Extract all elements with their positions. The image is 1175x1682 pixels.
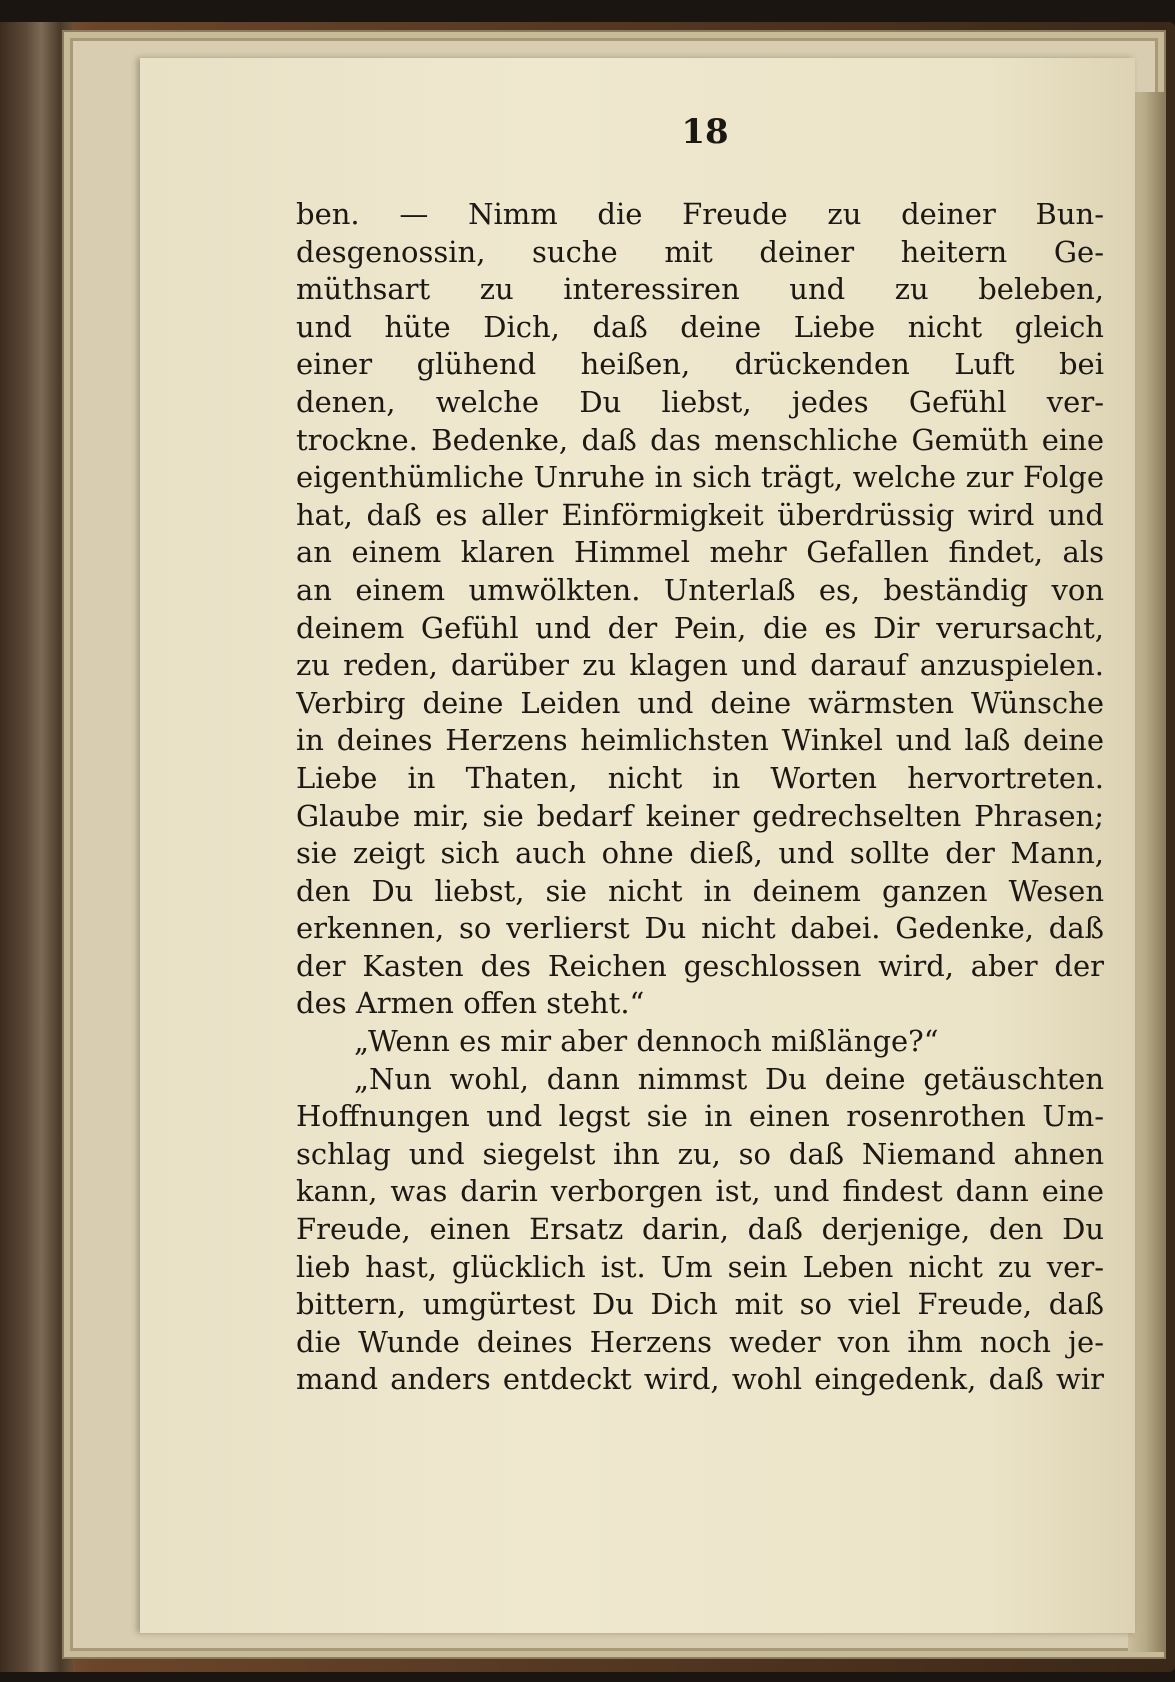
text-line: desgenossin, suche mit deiner heitern Ge-: [296, 234, 1104, 269]
text-line: in deines Herzens heimlichsten Winkel und laß deine: [296, 723, 1104, 758]
text-line: schlag und siegelst ihn zu, so daß Niemand ahnen: [296, 1136, 1104, 1171]
text-line: sie zeigt sich auch ohne dieß, und sollte der Mann,: [296, 836, 1104, 871]
page-number: 18: [681, 112, 729, 152]
text-line: trockne. Bedenke, daß das menschliche Gemüth eine: [296, 422, 1104, 457]
text-line: ben. — Nimm die Freude zu deiner Bun-: [296, 197, 1104, 231]
text-line: hat, daß es aller Einförmigkeit überdrüssig wird und: [296, 497, 1104, 532]
text-line: kann, was darin verborgen ist, und findest dann eine: [296, 1174, 1104, 1209]
text-line: „Nun wohl, dann nimmst Du deine getäuschten: [354, 1061, 1104, 1096]
text-line: Hoffnungen und legst sie in einen rosenrothen Um-: [296, 1099, 1104, 1134]
text-line: bittern, umgürtest Du Dich mit so viel Freude, daß: [296, 1287, 1104, 1322]
text-line: des Armen offen steht.“: [296, 986, 645, 1021]
text-line: der Kasten des Reichen geschlossen wird, aber der: [296, 948, 1104, 983]
text-line: müthsart zu interessiren und zu beleben,: [296, 272, 1104, 307]
text-line: Glaube mir, sie bedarf keiner gedrechselten Phrasen;: [296, 798, 1104, 833]
text-line: Liebe in Thaten, nicht in Worten hervortreten.: [296, 760, 1104, 795]
text-line: lieb hast, glücklich ist. Um sein Leben nicht zu ver-: [296, 1249, 1104, 1284]
text-line: die Wunde deines Herzens weder von ihm noch je-: [296, 1324, 1104, 1359]
text-line: einer glühend heißen, drückenden Luft bei: [296, 347, 1104, 382]
text-line: mand anders entdeckt wird, wohl eingedenk, daß wir: [296, 1362, 1104, 1397]
text-line: und hüte Dich, daß deine Liebe nicht gleich: [296, 309, 1104, 344]
text-line: Freude, einen Ersatz darin, daß derjenige, den Du: [296, 1212, 1104, 1247]
text-line: den Du liebst, sie nicht in deinem ganzen Wesen: [296, 873, 1104, 908]
text-line: „Wenn es mir aber dennoch mißlänge?“: [354, 1024, 939, 1059]
page-text: [296, 196, 1104, 1399]
text-line: denen, welche Du liebst, jedes Gefühl ver-: [296, 384, 1104, 419]
text-line: eigenthümliche Unruhe in sich trägt, welche zur Folge: [296, 460, 1104, 495]
text-line: an einem klaren Himmel mehr Gefallen findet, als: [296, 535, 1104, 570]
text-line: zu reden, darüber zu klagen und darauf anzuspielen.: [296, 648, 1104, 683]
text-line: deinem Gefühl und der Pein, die es Dir verursacht,: [296, 610, 1104, 645]
text-line: Verbirg deine Leiden und deine wärmsten Wünsche: [296, 685, 1104, 720]
text-line: an einem umwölkten. Unterlaß es, beständig von: [296, 572, 1104, 607]
text-line: erkennen, so verlierst Du nicht dabei. Gedenke, daß: [296, 911, 1104, 946]
